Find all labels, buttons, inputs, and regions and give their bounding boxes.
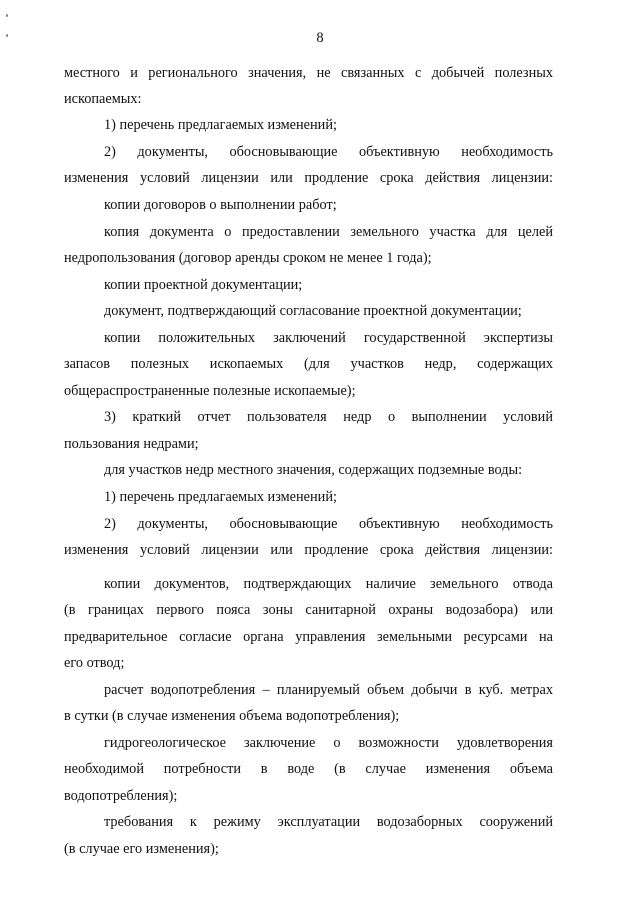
text-line: копии положительных заключений государственной экспертизы [104,330,553,346]
text-line: ископаемых: [64,91,142,107]
text-line: его отвод; [64,655,125,671]
text-line: требования к режиму эксплуатации водозаборных сооружений [104,814,553,830]
text-line: предварительное согласие органа управления земельными ресурсами на [64,629,553,645]
list-item: 2) документы, обосновывающие объективную необходимость [104,144,553,160]
list-item: 3) краткий отчет пользователя недр о выполнении условий [104,409,553,425]
scan-mark [6,14,8,17]
text-line: расчет водопотребления – планируемый объем добычи в куб. метрах [104,682,553,698]
page-number: 8 [316,30,324,46]
text-line: водопотребления); [64,788,178,804]
text-line: пользования недрами; [64,436,199,452]
text-line: изменения условий лицензии или продление срока действия лицензии: [64,542,553,558]
list-item: 1) перечень предлагаемых изменений; [104,117,337,133]
text-line: копии проектной документации; [104,277,303,293]
text-line: копия документа о предоставлении земельного участка для целей [104,224,553,240]
text-line: копии документов, подтверждающих наличие земельного отвода [104,576,553,592]
text-line: необходимой потребности в воде (в случае изменения объема [64,761,553,777]
text-line: гидрогеологическое заключение о возможности удовлетворения [104,735,553,751]
list-item: 1) перечень предлагаемых изменений; [104,489,337,505]
text-line: запасов полезных ископаемых (для участков недр, содержащих [64,356,553,372]
text-line: для участков недр местного значения, содержащих подземные воды: [104,462,523,478]
text-line: недропользования (договор аренды сроком не менее 1 года); [64,250,432,266]
text-line: изменения условий лицензии или продление срока действия лицензии: [64,170,553,186]
text-line: документ, подтверждающий согласование проектной документации; [104,303,522,319]
text-line: (в случае его изменения); [64,841,219,857]
text-line: местного и регионального значения, не связанных с добычей полезных [64,65,553,81]
list-item: 2) документы, обосновывающие объективную необходимость [104,516,553,532]
text-line: в сутки (в случае изменения объема водопотребления); [64,708,400,724]
text-line: копии договоров о выполнении работ; [104,197,337,213]
text-line: (в границах первого пояса зоны санитарной охраны водозабора) или [64,602,553,618]
text-line: общераспространенные полезные ископаемые); [64,383,356,399]
